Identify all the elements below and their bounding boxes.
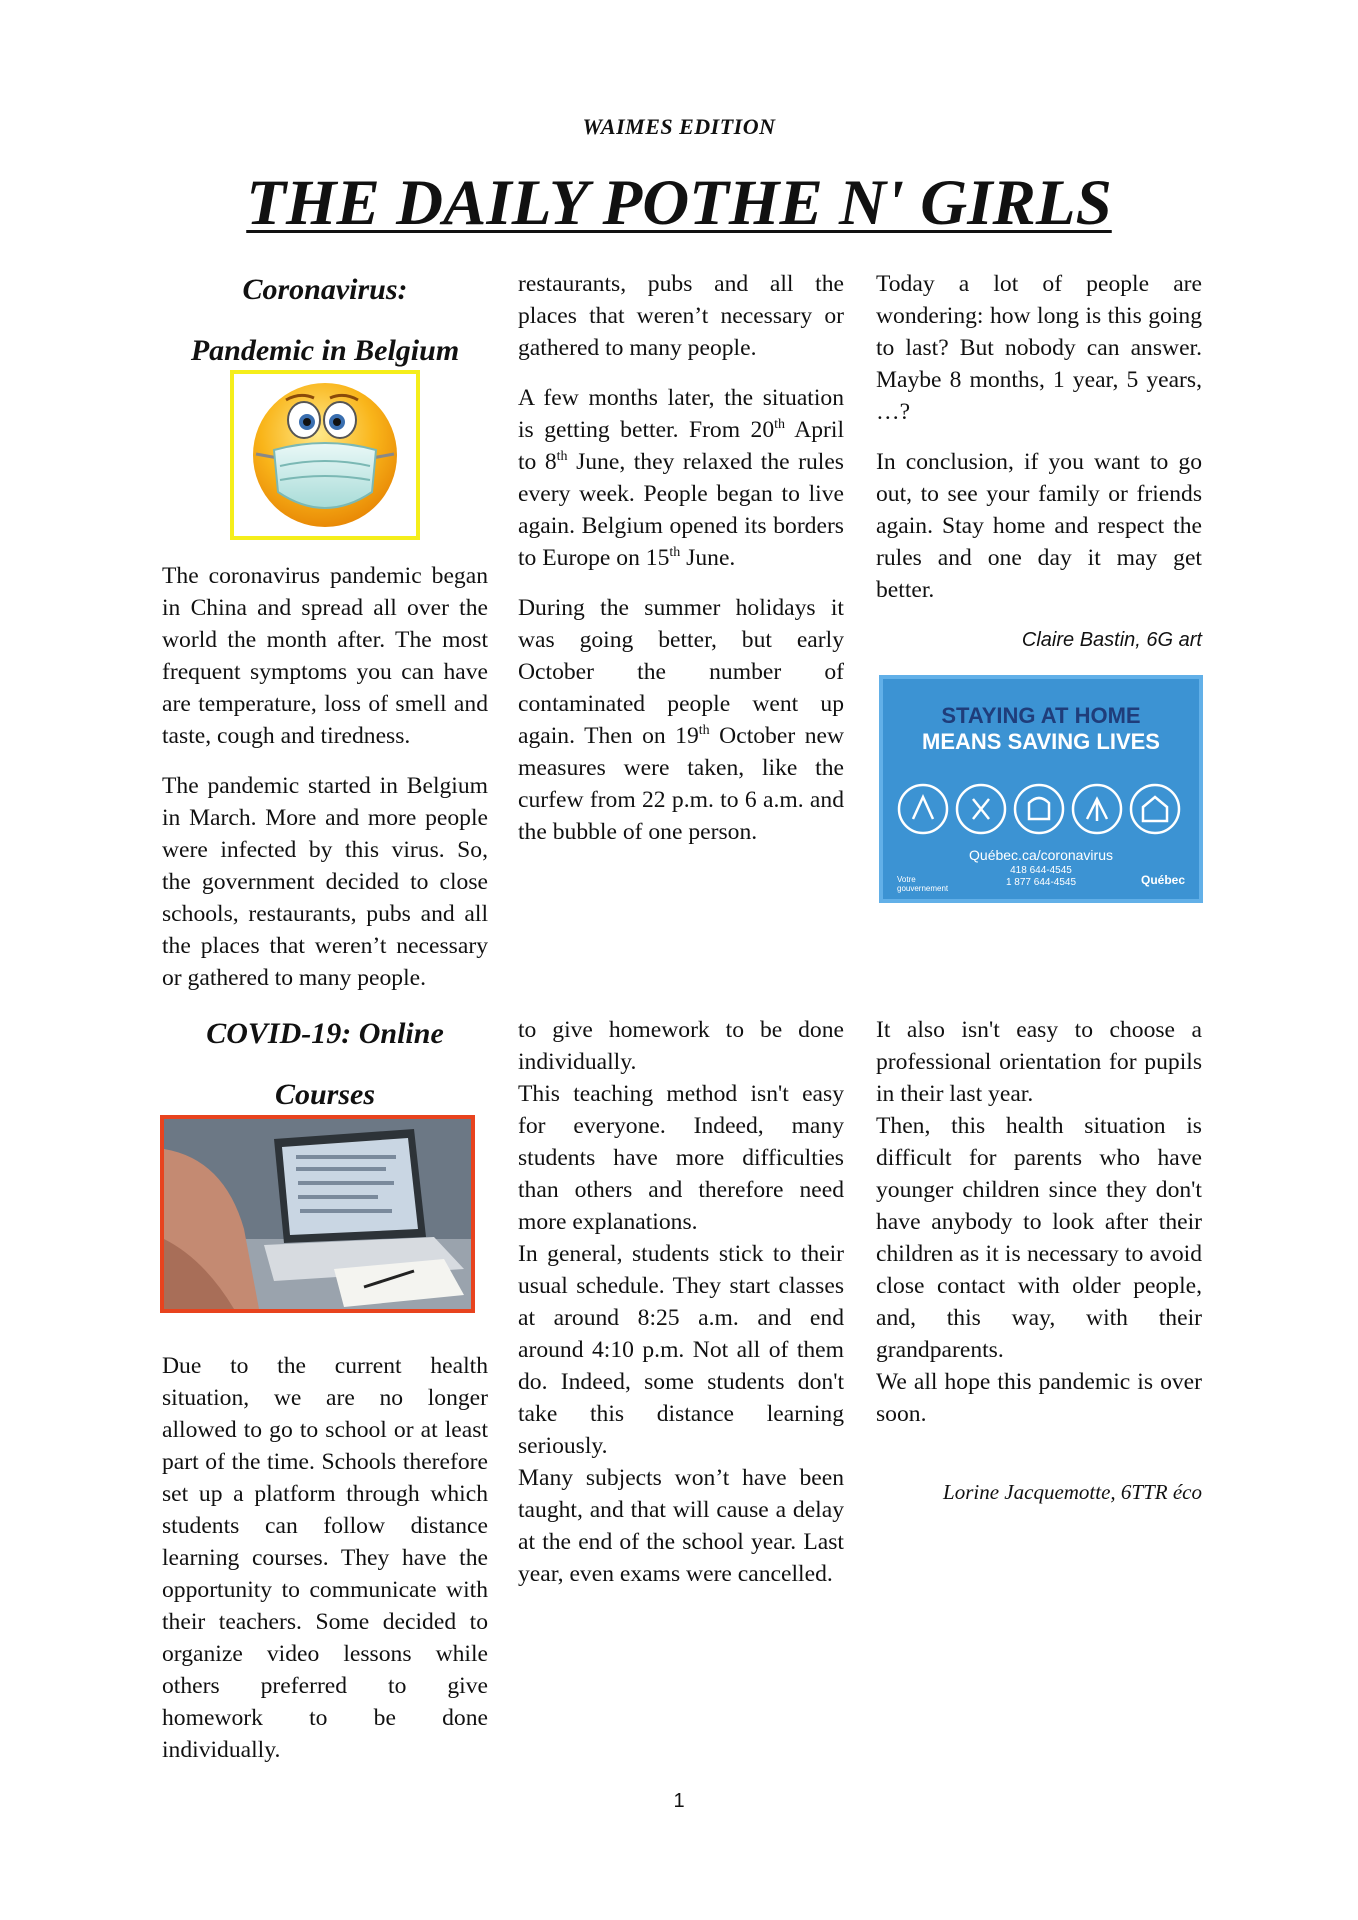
article2-headline-line1: COVID-19: Online	[206, 1017, 444, 1050]
article1-column-3	[876, 268, 1202, 674]
article2-paragraph-7: We all hope this pandemic is over soon.	[876, 1369, 1202, 1427]
poster-line-1: STAYING AT HOME	[941, 703, 1141, 728]
article1-paragraph-5: Today a lot of people are wondering: how long is this going to last? But nobody can answer. Maybe 8 months, 1 year, 5 years, …?	[876, 271, 1202, 425]
online-course-laptop-photo	[160, 1115, 475, 1313]
article2-paragraph-3: In general, students stick to their usual schedule. They start classes at around 8:25 a.m. and end around 4:10 p.m. Not all of them do. Indeed, some students don't take this distance learning seriously.	[518, 1241, 844, 1459]
article1-paragraph-2: The pandemic started in Belgium in March. More and more people were infected by this virus. So, the government decided to close schools, restaurants, pubs and all the places that weren’t necessary or gathered to many people.	[162, 773, 488, 991]
staying-home-poster	[879, 675, 1203, 903]
article2-column-2	[518, 1014, 844, 1590]
poster-url: Québec.ca/coronavirus	[969, 847, 1113, 863]
article1-headline-line2: Pandemic in Belgium	[190, 334, 460, 367]
article1-paragraph-3: A few months later, the situation is getting better. From 20th April to 8th June, they relaxed the rules every week. People began to live again. Belgium opened its borders to Europe on 15th June.	[518, 385, 844, 571]
article2-headline-line2: Courses	[274, 1078, 376, 1111]
article1-paragraph-1: The coronavirus pandemic began in China and spread all over the world the month after. The most frequent symptoms you can have are temperature, loss of smell and taste, cough and tiredness.	[162, 563, 488, 749]
article2-paragraph-5: It also isn't easy to choose a professional orientation for pupils in their last year.	[876, 1017, 1202, 1107]
article2-paragraph-1-continued: to give homework to be done individually.	[518, 1017, 844, 1075]
article2-paragraph-4: Many subjects won’t have been taught, and that will cause a delay at the end of the school year. Last year, even exams were cancelled.	[518, 1465, 844, 1587]
article1-paragraph-2-continued: restaurants, pubs and all the places that weren’t necessary or gathered to many people.	[518, 271, 844, 361]
article2-paragraph-6: Then, this health situation is difficult for parents who have younger children since they don't have anybody to look after their children as it is necessary to avoid close contact with older people, and, this way, with their grandparents.	[876, 1113, 1202, 1363]
article1-paragraph-4: During the summer holidays it was going better, but early October the number of contaminated people went up again. Then on 19th October new measures were taken, like the curfew from 22 p.m. to 6 a.m. and the bubble of one person.	[518, 595, 844, 845]
masked-emoji-image	[230, 370, 420, 540]
newspaper-title	[0, 168, 1358, 238]
poster-org: Votre gouvernement	[897, 875, 949, 893]
article1-column-2	[518, 268, 844, 866]
newspaper-title-text: THE DAILY POTHE N' GIRLS	[246, 167, 1112, 239]
poster-safety-icons	[883, 769, 1199, 849]
poster-line-2: MEANS SAVING LIVES	[922, 729, 1160, 754]
laptop-student-icon	[164, 1119, 471, 1309]
edition-label: WAIMES EDITION	[582, 114, 776, 139]
article2-byline: Lorine Jacquemotte, 6TTR éco	[943, 1480, 1202, 1504]
article1-paragraph-6: In conclusion, if you want to go out, to see your family or friends again. Stay home and respect the rules and one day it may get better.	[876, 449, 1202, 603]
article2-column-3	[876, 1014, 1202, 1526]
article2-paragraph-1: Due to the current health situation, we are no longer allowed to go to school or at least part of the time. Schools therefore set up a platform through which students can follow distance learning courses. They have the opportunity to communicate with their teachers. Some decided to organize video lessons while others preferred to give homework to be done individually.	[162, 1353, 488, 1763]
poster-phone-1: 418 644-4545	[1010, 865, 1072, 876]
article1-byline: Claire Bastin, 6G art	[1021, 629, 1202, 651]
article2-column-1-body	[162, 1350, 488, 1763]
article1-headline-line1: Coronavirus:	[242, 273, 408, 306]
poster-brand: Québec	[1140, 873, 1185, 887]
page-number: 1	[673, 1790, 685, 1812]
masked-emoji-icon	[234, 374, 416, 536]
article1-column-1-body	[162, 560, 488, 991]
article2-paragraph-2: This teaching method isn't easy for everyone. Indeed, many students have more difficulties than others and therefore need more explanations.	[518, 1081, 844, 1235]
poster-phone-2: 1 877 644-4545	[1005, 877, 1077, 888]
